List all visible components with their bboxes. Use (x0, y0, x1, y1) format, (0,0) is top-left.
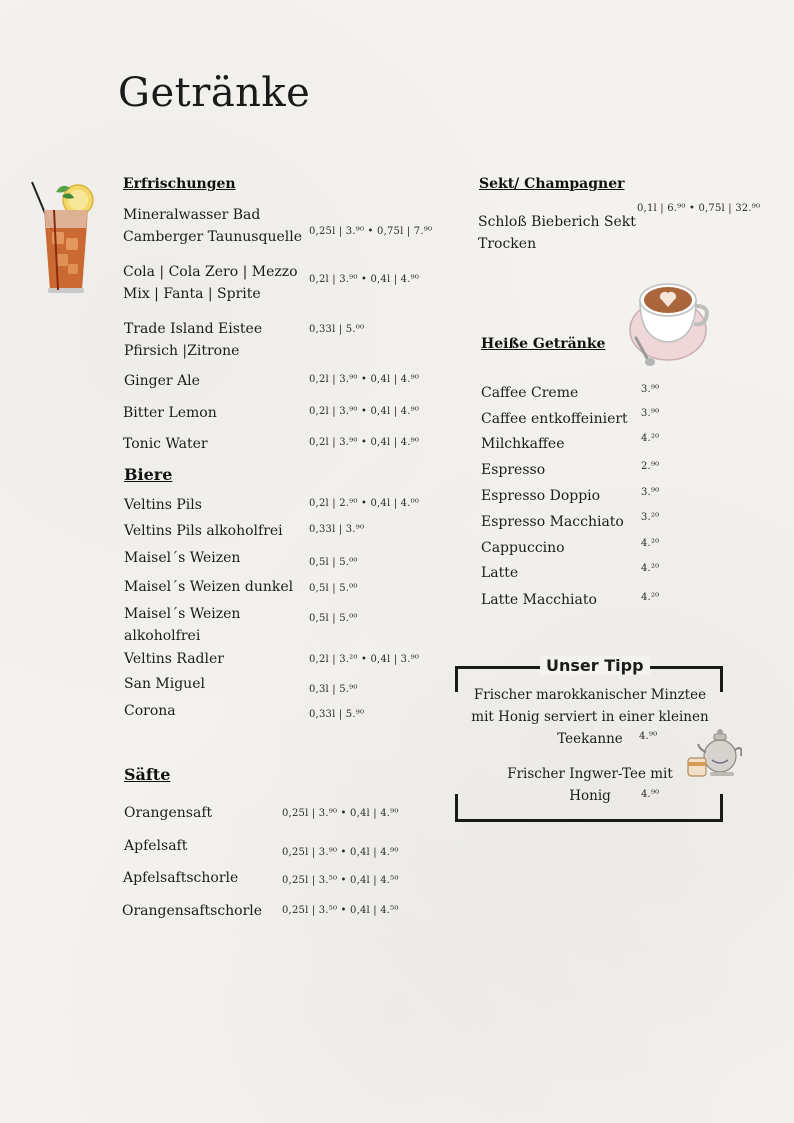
menu-item-name: Orangensaftschorle (122, 903, 263, 919)
menu-item-name: Corona (124, 703, 176, 719)
menu-item-price: 0,2l | 3.⁹⁰ • 0,4l | 4.⁹⁰ (309, 406, 420, 417)
section-heading-heisse-getraenke: Heiße Getränke (481, 336, 606, 352)
menu-item-name: Milchkaffee (481, 436, 565, 452)
menu-item-name: Orangensaft (124, 805, 213, 821)
menu-item-price: 0,2l | 2.⁹⁰ • 0,4l | 4.⁰⁰ (309, 498, 420, 509)
menu-item-price: 0,5l | 5.⁰⁰ (309, 583, 358, 594)
menu-item-price: 4.²⁰ (641, 538, 660, 549)
menu-item-price: 0,33l | 5.⁰⁰ (309, 324, 365, 335)
section-heading-unser-tipp: Unser Tipp (540, 656, 650, 675)
iced-drink-icon (28, 180, 98, 295)
tip-box-corner (720, 666, 723, 692)
menu-item-price: 0,33l | 3.⁹⁰ (309, 524, 365, 535)
menu-item-price: 0,3l | 5.⁹⁰ (309, 684, 358, 695)
menu-item-name: Maisel´s Weizen alkoholfrei (124, 606, 241, 644)
menu-item-name: Cappuccino (481, 540, 565, 556)
menu-item-name: Latte Macchiato (481, 592, 597, 608)
menu-item-name: Schloß Bieberich Sekt Trocken (478, 214, 636, 252)
section-heading-biere: Biere (124, 465, 173, 484)
menu-item-price: 3.⁹⁰ (641, 487, 660, 498)
tip-item-price: 4.⁹⁰ (641, 789, 660, 800)
menu-item-price: 4.²⁰ (641, 433, 660, 444)
menu-item-price: 0,25l | 3.⁹⁰ • 0,4l | 4.⁹⁰ (282, 847, 399, 858)
section-heading-saefte: Säfte (124, 765, 171, 784)
page-title: Getränke (118, 70, 311, 116)
menu-item-price: 0,25l | 3.⁹⁰ • 0,4l | 4.⁹⁰ (282, 808, 399, 819)
menu-item-name: Espresso (481, 462, 546, 478)
menu-item-name: Espresso Doppio (481, 488, 601, 504)
menu-item-name: Veltins Pils (124, 497, 202, 513)
menu-item-name: Espresso Macchiato (481, 514, 624, 530)
menu-item-price: 0,25l | 3.⁵⁰ • 0,4l | 4.⁵⁰ (282, 875, 399, 886)
menu-item-price: 3.⁹⁰ (641, 408, 660, 419)
menu-item-price: 0,2l | 3.⁹⁰ • 0,4l | 4.⁹⁰ (309, 274, 420, 285)
menu-item-name: Maisel´s Weizen dunkel (124, 579, 294, 595)
menu-item-price: 0,2l | 3.⁹⁰ • 0,4l | 4.⁹⁰ (309, 437, 420, 448)
teapot-icon (686, 724, 742, 780)
tip-box-corner (720, 794, 723, 822)
tip-box-corner (455, 794, 458, 822)
menu-item-name: Tonic Water (123, 436, 208, 452)
menu-item-price: 3.²⁰ (641, 512, 660, 523)
menu-item-name: Bitter Lemon (123, 405, 217, 421)
tip-item-name: Frischer marokkanischer Minztee mit Honig serviert in einer kleinen Teekanne (471, 687, 709, 747)
menu-item-name: Mineralwasser Bad Camberger Taunusquelle (123, 207, 302, 245)
menu-item-name: Trade Island Eistee Pfirsich |Zitrone (124, 321, 263, 359)
menu-item-price: 0,5l | 5.⁰⁰ (309, 557, 358, 568)
menu-item-name: Latte (481, 565, 519, 581)
tip-item-price: 4.⁹⁰ (639, 731, 658, 742)
menu-item-price: 0,2l | 3.⁹⁰ • 0,4l | 4.⁹⁰ (309, 374, 420, 385)
menu-item-name: Maisel´s Weizen (124, 550, 241, 566)
menu-item-name: Veltins Radler (124, 651, 224, 667)
menu-item-name: Caffee Creme (481, 385, 579, 401)
menu-item-price: 0,25l | 3.⁵⁰ • 0,4l | 4.⁵⁰ (282, 905, 399, 916)
menu-item-price: 4.²⁰ (641, 563, 660, 574)
menu-item-price: 3.⁹⁰ (641, 384, 660, 395)
menu-item-name: Cola | Cola Zero | Mezzo Mix | Fanta | Sprite (123, 264, 298, 302)
menu-item-price: 0,5l | 5.⁰⁰ (309, 613, 358, 624)
menu-item-price: 0,1l | 6.⁹⁰ • 0,75l | 32.⁹⁰ (637, 203, 761, 214)
menu-item-price: 2.⁹⁰ (641, 461, 660, 472)
menu-item-price: 0,2l | 3.²⁰ • 0,4l | 3.⁹⁰ (309, 654, 420, 665)
menu-item-name: Ginger Ale (124, 373, 200, 389)
latte-cup-icon (626, 280, 712, 368)
menu-item-name: Apfelsaft (124, 838, 188, 854)
menu-item-name: Caffee entkoffeiniert (481, 411, 628, 427)
menu-item-price: 0,33l | 5.⁹⁰ (309, 709, 365, 720)
menu-item-name: Veltins Pils alkoholfrei (124, 523, 283, 539)
tip-box-corner (455, 666, 458, 692)
section-heading-erfrischungen: Erfrischungen (123, 176, 236, 192)
menu-item-name: San Miguel (124, 676, 205, 692)
section-heading-sekt: Sekt/ Champagner (479, 176, 625, 192)
menu-item-name: Apfelsaftschorle (123, 870, 239, 886)
menu-item-price: 0,25l | 3.⁹⁰ • 0,75l | 7.⁹⁰ (309, 226, 433, 237)
tip-item-name: Frischer Ingwer-Tee mit Honig (507, 766, 673, 804)
menu-item-price: 4.²⁰ (641, 592, 660, 603)
